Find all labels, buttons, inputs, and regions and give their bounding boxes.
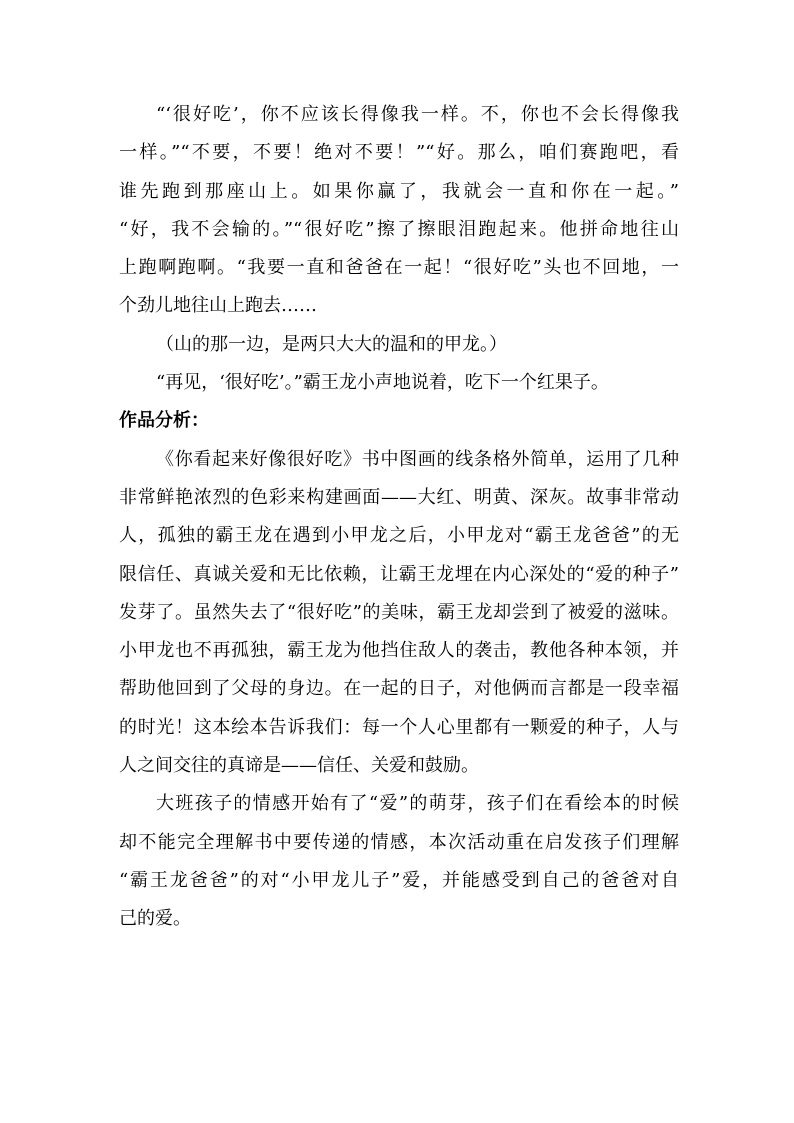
text-line: 《你看起来好像很好吃》书中图画的线条格外简单，运用了几种 [156,448,679,470]
text-line: “好，我不会输的。”“很好吃”擦了擦眼泪跑起来。他拼命地往山 [119,218,679,240]
text-line: 人，孤独的霸王龙在遇到小甲龙之后，小甲龙对“霸王龙爸爸”的无 [119,525,679,547]
text-line: 上跑啊跑啊。“我要一直和爸爸在一起！“很好吃”头也不回地，一 [119,257,679,279]
analysis-paragraph-2 [119,785,679,938]
document-page [119,96,679,939]
text-line: 非常鲜艳浓烈的色彩来构建画面——大红、明黄、深灰。故事非常动 [119,486,679,508]
text-line: 大班孩子的情感开始有了“爱”的萌芽，孩子们在看绘本的时候 [156,793,679,815]
text-line: 人之间交往的真谛是——信任、关爱和鼓励。 [119,755,479,777]
story-paragraph-1 [119,96,679,326]
story-paragraph-3 [119,364,679,402]
text-line: 却不能完全理解书中要传递的情感，本次活动重在启发孩子们理解 [119,831,679,853]
text-line: 小甲龙也不再孤独，霸王龙为他挡住敌人的袭击，教他各种本领，并 [119,640,679,662]
text-line: “‘很好吃’，你不应该长得像我一样。不，你也不会长得像我 [156,104,679,125]
text-line: （山的那一边，是两只大大的温和的甲龙。） [156,333,507,355]
analysis-paragraph-1 [119,441,679,786]
story-paragraph-2 [119,326,679,364]
text-line: 己的爱。 [119,908,191,930]
text-line: 发芽了。虽然失去了“很好吃”的美味，霸王龙却尝到了被爱的滋味。 [119,601,679,623]
section-heading: 作品分析： [119,410,209,432]
text-line: 限信任、真诚关爱和无比依赖，让霸王龙埋在内心深处的“爱的种子” [119,563,679,585]
text-line: “霸王龙爸爸”的对“小甲龙儿子”爱，并能感受到自己的爸爸对自 [119,869,679,891]
text-line: 的时光！这本绘本告诉我们：每一个人心里都有一颗爱的种子，人与 [119,716,679,738]
text-line: 谁先跑到那座山上。如果你赢了，我就会一直和你在一起。” [119,180,679,202]
text-line: 一样。”“不要，不要！绝对不要！”“好。那么，咱们赛跑吧，看 [119,142,679,164]
text-line: 帮助他回到了父母的身边。在一起的日子，对他俩而言都是一段幸福 [119,678,679,700]
text-line: 个劲儿地往山上跑去…… [119,295,317,317]
text-line: “再见，‘很好吃’。”霸王龙小声地说着，吃下一个红果子。 [156,372,609,394]
